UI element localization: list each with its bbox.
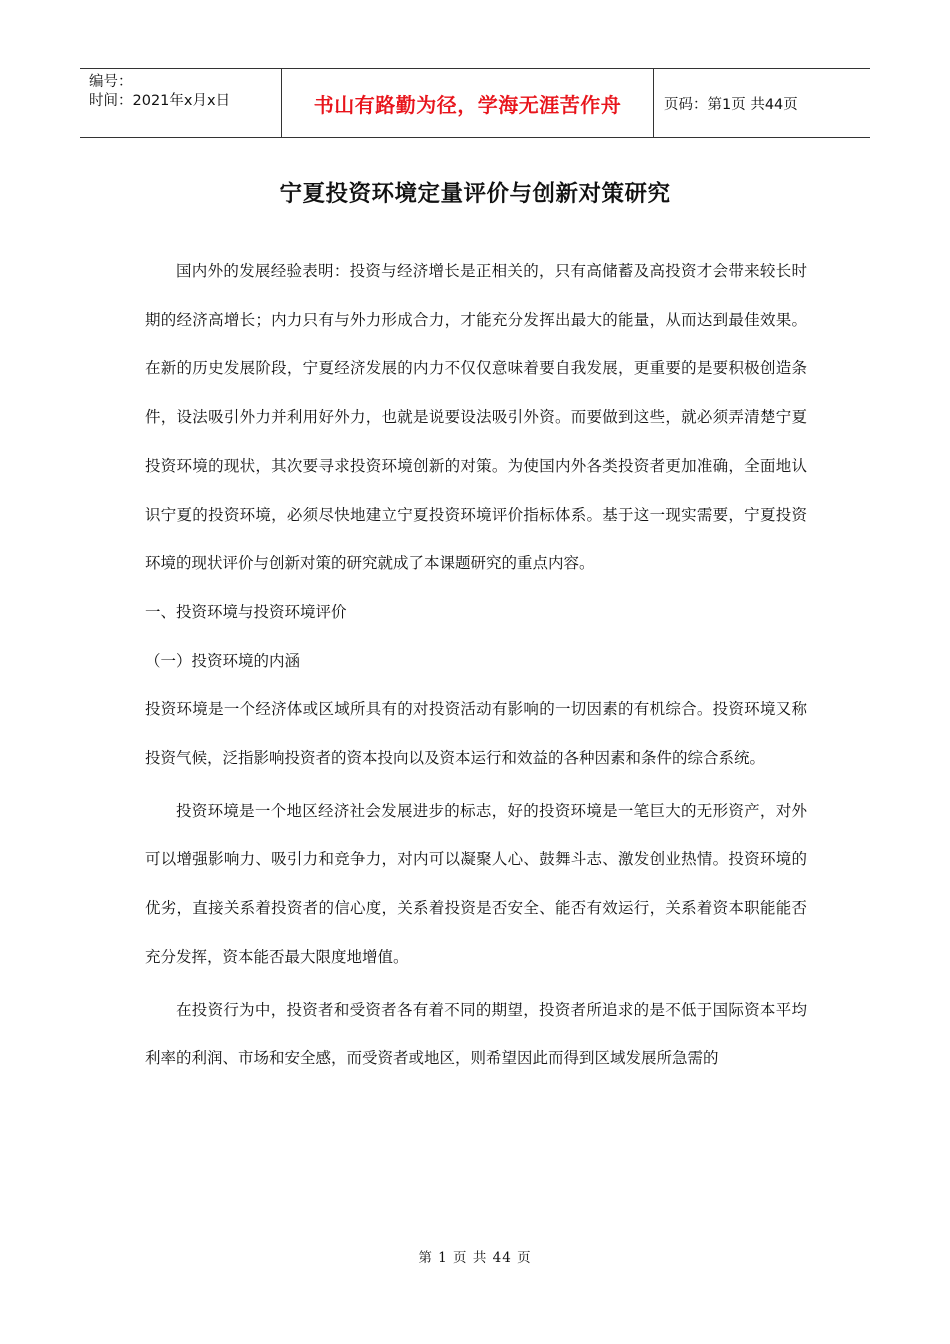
paragraph-definition: 投资环境是一个经济体或区域所具有的对投资活动有影响的一切因素的有机综合。投资环境又称投资气候，泛指影响投资者的资本投向以及资本运行和效益的各种因素和条件的综合系统。 xyxy=(145,700,807,768)
header-meta-cell xyxy=(80,69,282,137)
paragraph-intro: 国内外的发展经验表明：投资与经济增长是正相关的，只有高储蓄及高投资才会带来较长时期的经济高增长；内力只有与外力形成合力，才能充分发挥出最大的能量，从而达到最佳效果。在新的历史发展阶段，宁夏经济发展的内力不仅仅意味着要自我发展，更重要的是要积极创造条件，设法吸引外力并利用好外力，也就是说要设法吸引外资。而要做到这些，就必须弄清楚宁夏投资环境的现状，其次要寻求投资环境创新的对策。为使国内外各类投资者更加准确，全面地认识宁夏的投资环境，必须尽快地建立宁夏投资环境评价指标体系。基于这一现实需要，宁夏投资环境的现状评价与创新对策的研究就成了本课题研究的重点内容。 xyxy=(145,262,807,573)
document-title: 宁夏投资环境定量评价与创新对策研究 xyxy=(279,181,671,207)
header-motto-cell xyxy=(282,69,654,137)
paragraph-significance: 投资环境是一个地区经济社会发展进步的标志，好的投资环境是一笔巨大的无形资产，对外可以增强影响力、吸引力和竞争力，对内可以凝聚人心、鼓舞斗志、激发创业热情。投资环境的优劣，直接关系着投资者的信心度，关系着投资是否安全、能否有效运行，关系着资本职能能否充分发挥，资本能否最大限度地增值。 xyxy=(145,801,807,966)
paragraph-investment-behavior: 在投资行为中，投资者和受资者各有着不同的期望，投资者所追求的是不低于国际资本平均利率的利润、市场和安全感，而受资者或地区，则希望因此而得到区域发展所急需的 xyxy=(145,1000,807,1068)
number-label: 编号： xyxy=(89,74,133,90)
header-page-cell xyxy=(654,69,870,137)
header-table xyxy=(80,68,870,138)
document-body xyxy=(145,247,807,1083)
page-info: 页码：第1页 共44页 xyxy=(664,96,798,113)
subsection-heading: （一）投资环境的内涵 xyxy=(145,651,301,670)
section-heading: 一、投资环境与投资环境评价 xyxy=(145,602,347,621)
page-footer: 第 1 页 共 44 页 xyxy=(418,1250,532,1266)
time-label: 时间：2021年x月x日 xyxy=(89,93,231,109)
motto-text: 书山有路勤为径，学海无涯苦作舟 xyxy=(313,92,622,117)
